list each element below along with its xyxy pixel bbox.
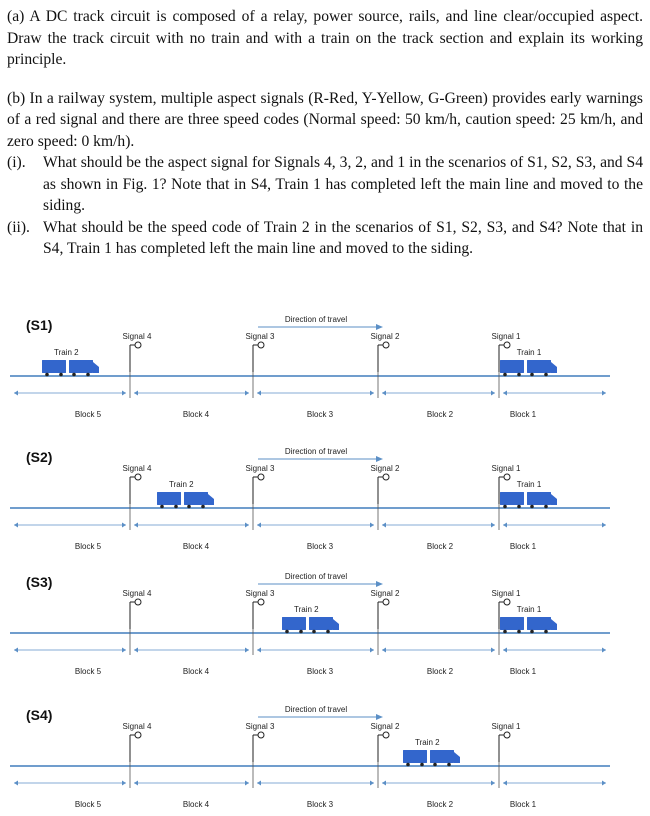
block-label: Block 1: [509, 542, 537, 551]
block-span-arrow-left: [382, 648, 386, 653]
block-span-arrow-left: [503, 781, 507, 786]
direction-arrow-head: [376, 581, 383, 587]
block-span-arrow-left: [257, 391, 261, 396]
signal-lamp-icon: [504, 732, 510, 738]
train-wheel: [187, 505, 191, 509]
train-car: [527, 492, 551, 505]
train-wheel: [59, 373, 63, 377]
train-car: [184, 492, 208, 505]
block-span-arrow-right: [122, 781, 126, 786]
train-wheel: [544, 630, 548, 634]
signal-label: Signal 3: [245, 332, 275, 341]
train-wheel: [544, 373, 548, 377]
scenario-label: (S2): [26, 449, 53, 465]
train-wheel: [45, 373, 49, 377]
scenario-label: (S4): [26, 707, 53, 723]
train-wheel: [517, 505, 521, 509]
train-nose: [93, 362, 99, 373]
block-label: Block 5: [74, 410, 102, 419]
direction-label: Direction of travel: [284, 447, 348, 456]
signal-label: Signal 4: [122, 589, 152, 598]
signal-label: Signal 4: [122, 332, 152, 341]
block-label: Block 4: [182, 800, 210, 809]
block-span-arrow-right: [245, 781, 249, 786]
train-wheel: [503, 505, 507, 509]
train-train-1: [500, 480, 557, 508]
block-span-arrow-right: [602, 523, 606, 528]
block-span-arrow-right: [491, 391, 495, 396]
train-nose: [551, 362, 557, 373]
train-label: Train 2: [294, 605, 319, 614]
signal-lamp-icon: [504, 342, 510, 348]
block-label: Block 5: [74, 800, 102, 809]
block-label: Block 5: [74, 542, 102, 551]
block-label: Block 4: [182, 542, 210, 551]
train-wheel: [160, 505, 164, 509]
block-span-arrow-right: [370, 648, 374, 653]
scenario-label: (S1): [26, 317, 53, 333]
train-car: [500, 360, 524, 373]
train-train-2: [403, 738, 460, 766]
train-wheel: [406, 763, 410, 767]
train-train-2: [282, 605, 339, 633]
train-car: [527, 617, 551, 630]
signal-label: Signal 4: [122, 722, 152, 731]
train-car: [500, 617, 524, 630]
block-span-arrow-right: [122, 648, 126, 653]
sub-question-i: [7, 152, 643, 217]
train-nose: [551, 619, 557, 630]
block-span-arrow-left: [134, 523, 138, 528]
block-span-arrow-left: [382, 523, 386, 528]
signal-lamp-icon: [135, 599, 141, 605]
train-wheel: [530, 505, 534, 509]
train-wheel: [530, 630, 534, 634]
train-train-1: [500, 348, 557, 376]
block-span-arrow-right: [245, 648, 249, 653]
scenario-1: [10, 315, 610, 419]
train-car: [157, 492, 181, 505]
direction-arrow-head: [376, 456, 383, 462]
signal-lamp-icon: [135, 732, 141, 738]
block-span-arrow-left: [134, 391, 138, 396]
block-span-arrow-right: [491, 523, 495, 528]
block-span-arrow-right: [491, 781, 495, 786]
block-span-arrow-left: [503, 523, 507, 528]
block-span-arrow-left: [134, 648, 138, 653]
train-wheel: [72, 373, 76, 377]
train-label: Train 1: [516, 480, 542, 489]
train-nose: [333, 619, 339, 630]
signal-label: Signal 1: [491, 589, 521, 598]
train-wheel: [544, 505, 548, 509]
train-car: [527, 360, 551, 373]
train-wheel: [433, 763, 437, 767]
signal-label: Signal 1: [491, 332, 521, 341]
block-span-arrow-right: [602, 648, 606, 653]
direction-arrow-head: [376, 324, 383, 330]
block-span-arrow-right: [370, 523, 374, 528]
sub-question-text: What should be the aspect signal for Signals 4, 3, 2, and 1 in the scenarios of S1, S2, S3, and S4 as shown in Fig. 1? Note that in S4, Train 1 has completed left the main line and moved to the siding.: [43, 154, 643, 214]
direction-label: Direction of travel: [284, 705, 348, 714]
signal-lamp-icon: [135, 342, 141, 348]
scenario-2: [10, 447, 610, 551]
train-car: [500, 492, 524, 505]
block-label: Block 4: [182, 410, 210, 419]
block-span-arrow-left: [14, 523, 18, 528]
signal-label: Signal 2: [370, 722, 400, 731]
block-label: Block 2: [426, 667, 454, 676]
train-car: [403, 750, 427, 763]
block-span-arrow-left: [14, 781, 18, 786]
block-span-arrow-right: [602, 781, 606, 786]
block-span-arrow-left: [257, 648, 261, 653]
train-wheel: [447, 763, 451, 767]
train-car: [42, 360, 66, 373]
train-car: [69, 360, 93, 373]
train-nose: [454, 752, 460, 763]
sub-question-ii: [7, 217, 643, 260]
train-wheel: [517, 630, 521, 634]
train-label: Train 1: [516, 348, 542, 357]
train-wheel: [503, 630, 507, 634]
train-nose: [551, 494, 557, 505]
signal-lamp-icon: [258, 474, 264, 480]
block-label: Block 1: [509, 800, 537, 809]
train-label: Train 2: [54, 348, 79, 357]
train-wheel: [326, 630, 330, 634]
train-wheel: [503, 373, 507, 377]
signal-lamp-icon: [258, 342, 264, 348]
train-wheel: [201, 505, 205, 509]
block-label: Block 3: [306, 410, 334, 419]
signal-lamp-icon: [258, 599, 264, 605]
train-wheel: [530, 373, 534, 377]
train-wheel: [86, 373, 90, 377]
signal-label: Signal 3: [245, 464, 275, 473]
sub-question-number: (ii).: [7, 218, 30, 236]
block-span-arrow-right: [122, 391, 126, 396]
block-span-arrow-right: [491, 648, 495, 653]
train-wheel: [174, 505, 178, 509]
question-text: [7, 6, 643, 260]
block-span-arrow-right: [602, 391, 606, 396]
signal-lamp-icon: [383, 732, 389, 738]
block-label: Block 1: [509, 667, 537, 676]
signal-label: Signal 3: [245, 589, 275, 598]
train-car: [282, 617, 306, 630]
sub-question-number: (i).: [7, 154, 26, 171]
train-car: [309, 617, 333, 630]
block-span-arrow-left: [14, 648, 18, 653]
block-label: Block 2: [426, 800, 454, 809]
train-wheel: [420, 763, 424, 767]
scenario-4: [10, 705, 610, 809]
direction-label: Direction of travel: [284, 315, 348, 324]
block-span-arrow-right: [370, 781, 374, 786]
signal-lamp-icon: [383, 599, 389, 605]
block-label: Block 5: [74, 667, 102, 676]
block-label: Block 1: [509, 410, 537, 419]
sub-question-text: What should be the speed code of Train 2 in the scenarios of S1, S2, S3, and S4? Note that in S4, Train 1 has completed left the main line and moved to the siding.: [43, 218, 643, 257]
block-span-arrow-left: [382, 391, 386, 396]
direction-arrow-head: [376, 714, 383, 720]
signal-lamp-icon: [504, 474, 510, 480]
signal-label: Signal 2: [370, 332, 400, 341]
block-span-arrow-left: [382, 781, 386, 786]
signal-label: Signal 1: [491, 722, 521, 731]
train-label: Train 1: [516, 605, 542, 614]
block-span-arrow-right: [370, 391, 374, 396]
train-label: Train 2: [169, 480, 194, 489]
train-label: Train 2: [415, 738, 440, 747]
block-label: Block 3: [306, 800, 334, 809]
block-span-arrow-left: [503, 648, 507, 653]
scenario-label: (S3): [26, 574, 53, 590]
train-wheel: [285, 630, 289, 634]
train-wheel: [517, 373, 521, 377]
signal-label: Signal 2: [370, 464, 400, 473]
signal-lamp-icon: [383, 342, 389, 348]
signal-lamp-icon: [258, 732, 264, 738]
signal-lamp-icon: [383, 474, 389, 480]
train-nose: [208, 494, 214, 505]
block-span-arrow-left: [134, 781, 138, 786]
block-span-arrow-left: [257, 523, 261, 528]
block-span-arrow-right: [245, 523, 249, 528]
block-span-arrow-right: [122, 523, 126, 528]
train-car: [430, 750, 454, 763]
block-span-arrow-left: [503, 391, 507, 396]
signal-label: Signal 4: [122, 464, 152, 473]
train-train-2: [42, 348, 99, 376]
train-train-1: [500, 605, 557, 633]
signal-lamp-icon: [135, 474, 141, 480]
block-label: Block 3: [306, 667, 334, 676]
block-label: Block 4: [182, 667, 210, 676]
block-label: Block 3: [306, 542, 334, 551]
question-a: (a) A DC track circuit is composed of a relay, power source, rails, and line clear/occupied aspect. Draw the track circuit with no train and with a train on the track section and explain its working principle.: [7, 8, 643, 68]
direction-label: Direction of travel: [284, 572, 348, 581]
question-b-intro: (b) In a railway system, multiple aspect signals (R-Red, Y-Yellow, G-Green) provides early warnings of a red signal and there are three speed codes (Normal speed: 50 km/h, caution speed: 25 km/h, and zero speed: 0 km/h).: [7, 89, 643, 150]
train-wheel: [312, 630, 316, 634]
block-span-arrow-right: [245, 391, 249, 396]
block-span-arrow-left: [14, 391, 18, 396]
signal-label: Signal 1: [491, 464, 521, 473]
signal-scenarios-figure: [0, 300, 650, 816]
block-label: Block 2: [426, 542, 454, 551]
signal-lamp-icon: [504, 599, 510, 605]
train-train-2: [157, 480, 214, 508]
train-wheel: [299, 630, 303, 634]
block-label: Block 2: [426, 410, 454, 419]
scenario-3: [10, 572, 610, 676]
signal-label: Signal 3: [245, 722, 275, 731]
signal-label: Signal 2: [370, 589, 400, 598]
block-span-arrow-left: [257, 781, 261, 786]
